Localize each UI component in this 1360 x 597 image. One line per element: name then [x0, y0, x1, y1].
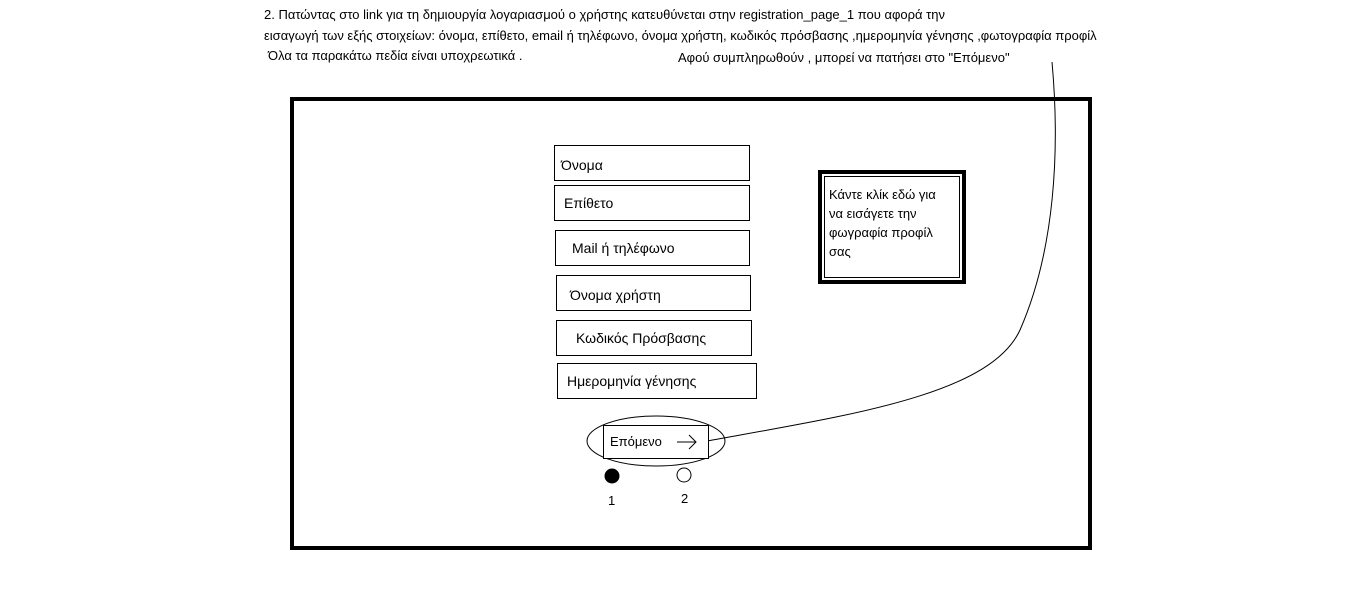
page-2-dot-icon[interactable] [677, 468, 691, 482]
annotation-line-2: εισαγωγή των εξής στοιχείων: όνομα, επίθετο, email ή τηλέφωνο, όνομα χρήστη, κωδικός πρόσβασης ,ημερομηνία γένησης ,φωτογραφία προφίλ [264, 28, 1097, 43]
username-field[interactable] [556, 275, 751, 311]
page-1-number: 1 [608, 493, 616, 508]
password-field[interactable] [556, 320, 752, 356]
birth-date-field-label: Ημερομηνία γένησης [567, 373, 697, 389]
page-1-dot-icon[interactable] [605, 469, 619, 483]
surname-field[interactable] [554, 185, 750, 221]
next-button[interactable] [603, 425, 709, 459]
photo-text-line-1: Κάντε κλίκ εδώ για [829, 187, 936, 202]
username-field-label: Όνομα χρήστη [570, 287, 661, 303]
birth-date-field[interactable] [557, 363, 757, 399]
photo-text-line-4: σας [829, 244, 851, 259]
annotation-line-3: Όλα τα παρακάτω πεδία είναι υποχρεωτικά . [268, 48, 523, 63]
photo-text-line-2: να εισάγετε την [829, 206, 917, 221]
name-field-label: Όνομα [561, 157, 603, 173]
annotation-line-4: Αφού συμπληρωθούν , μπορεί να πατήσει στο "Επόμενο" [678, 50, 1010, 65]
annotation-line-1: 2. Πατώντας στο link για τη δημιουργία λογαριασμού ο χρήστης κατευθύνεται στην registration_page_1 που αφορά την [264, 7, 946, 22]
mail-or-phone-field[interactable] [555, 230, 750, 266]
arrow-right-icon [676, 434, 698, 450]
page-2-number: 2 [681, 491, 689, 506]
profile-photo-upload-text [824, 176, 960, 278]
next-button-label: Επόμενο [610, 434, 662, 449]
photo-text-line-3: φωγραφία προφίλ [829, 225, 933, 240]
surname-field-label: Επίθετο [564, 195, 614, 211]
profile-photo-upload[interactable] [818, 170, 966, 284]
password-field-label: Κωδικός Πρόσβασης [576, 330, 707, 346]
mail-or-phone-field-label: Mail ή τηλέφωνο [572, 240, 675, 256]
name-field[interactable] [554, 145, 750, 181]
